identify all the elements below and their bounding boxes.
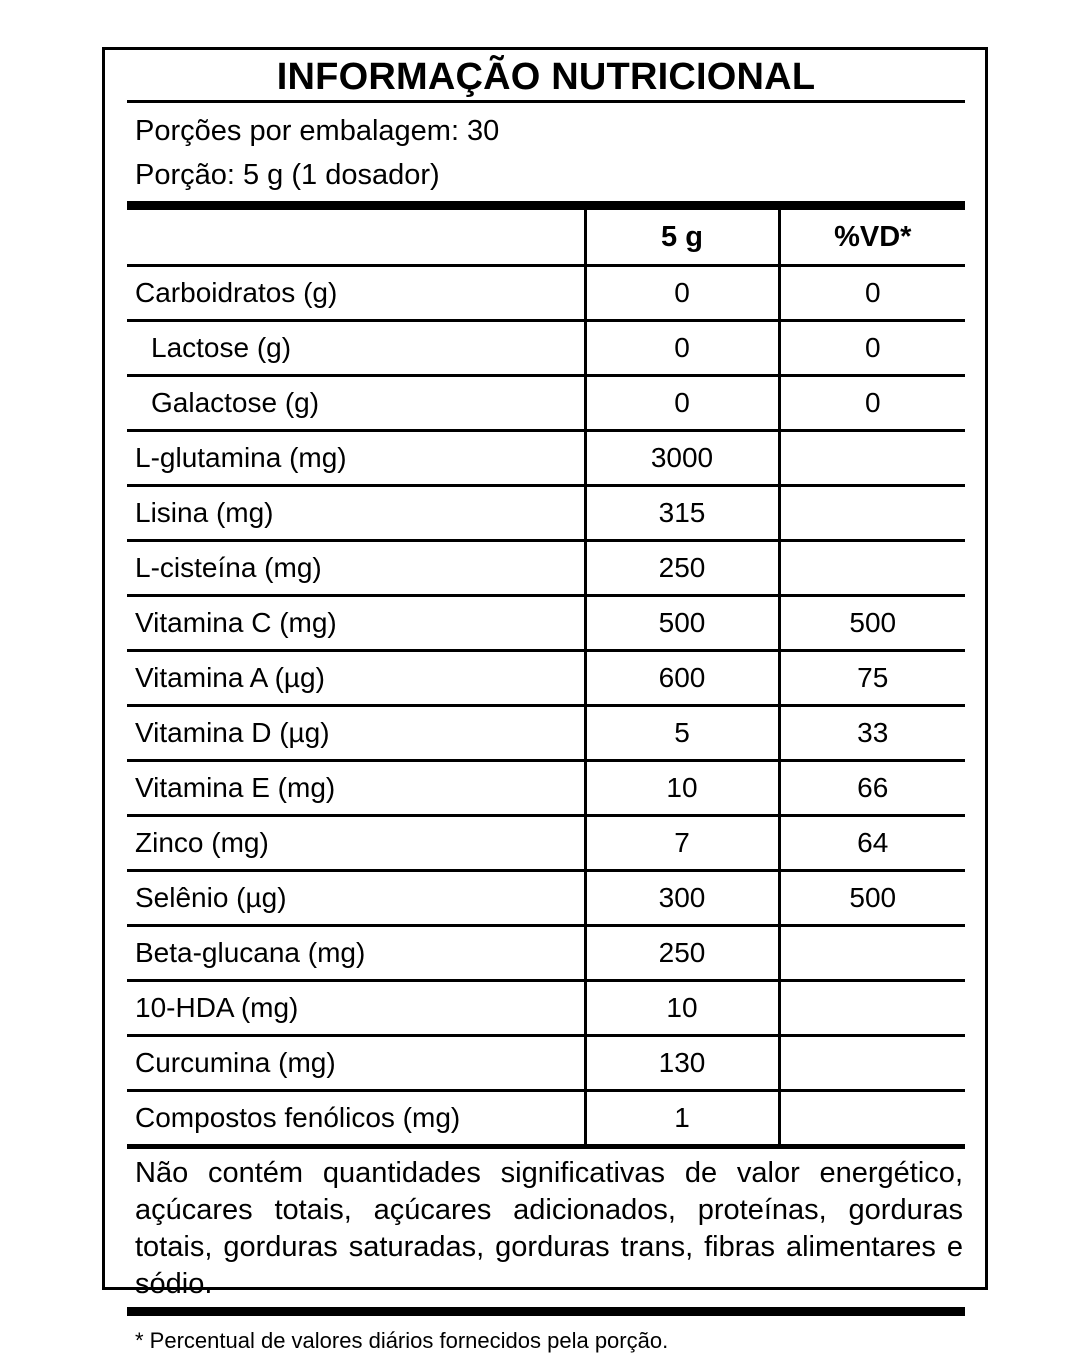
nutrient-name: Vitamina D (µg): [127, 706, 585, 761]
nutrition-table-header: [127, 210, 965, 266]
nutrient-quantity: 10: [585, 761, 779, 816]
nutrient-daily-value: [779, 486, 965, 541]
nutrient-quantity: 500: [585, 596, 779, 651]
nutrient-name: Lactose (g): [127, 321, 585, 376]
nutrient-quantity: 250: [585, 541, 779, 596]
nutrient-daily-value: [779, 981, 965, 1036]
serving-info-block: [127, 103, 965, 201]
nutrient-daily-value: 0: [779, 376, 965, 431]
table-row: [127, 871, 965, 926]
nutrient-name: Zinco (mg): [127, 816, 585, 871]
page-title: INFORMAÇÃO NUTRICIONAL: [276, 56, 816, 98]
nutrient-quantity: 600: [585, 651, 779, 706]
nutrition-facts-inner: [127, 50, 965, 1356]
nutrient-quantity: 7: [585, 816, 779, 871]
table-row: [127, 761, 965, 816]
divider-above-footnote: [127, 1307, 965, 1316]
nutrient-quantity: 1: [585, 1091, 779, 1146]
nutrient-name: Vitamina A (µg): [127, 651, 585, 706]
nutrient-name: L-cisteína (mg): [127, 541, 585, 596]
servings-per-package: Porções por embalagem: 30: [135, 115, 500, 147]
footnote-text: * Percentual de valores diários fornecidos pela porção.: [135, 1328, 669, 1353]
column-header-quantity: 5 g: [585, 210, 779, 266]
nutrient-name: Beta-glucana (mg): [127, 926, 585, 981]
nutrient-name: Compostos fenólicos (mg): [127, 1091, 585, 1146]
table-row: [127, 1091, 965, 1146]
table-header-row: [127, 210, 965, 266]
serving-size: Porção: 5 g (1 dosador): [135, 159, 440, 191]
table-row: [127, 321, 965, 376]
table-row: [127, 266, 965, 321]
nutrient-name: Vitamina E (mg): [127, 761, 585, 816]
nutrient-daily-value: 75: [779, 651, 965, 706]
nutrient-daily-value: 500: [779, 596, 965, 651]
nutrition-facts-panel: [102, 47, 988, 1353]
divider-above-table: [127, 201, 965, 210]
table-row: [127, 926, 965, 981]
table-row: [127, 816, 965, 871]
table-row: [127, 596, 965, 651]
nutrient-daily-value: [779, 431, 965, 486]
nutrient-name: Curcumina (mg): [127, 1036, 585, 1091]
nutrient-quantity: 250: [585, 926, 779, 981]
nutrient-daily-value: [779, 541, 965, 596]
table-row: [127, 431, 965, 486]
disclaimer-text: Não contém quantidades significativas de valor energético, açúcares totais, açúcares adicionados, proteínas, gorduras totais, gorduras saturadas, gorduras trans, fibras alimentares e sódio.: [135, 1157, 963, 1300]
nutrient-daily-value: 33: [779, 706, 965, 761]
nutrient-daily-value: [779, 1091, 965, 1146]
nutrient-quantity: 0: [585, 266, 779, 321]
nutrient-name: Lisina (mg): [127, 486, 585, 541]
nutrient-name: Galactose (g): [127, 376, 585, 431]
table-row: [127, 541, 965, 596]
nutrient-quantity: 130: [585, 1036, 779, 1091]
nutrient-quantity: 315: [585, 486, 779, 541]
nutrient-name: Carboidratos (g): [127, 266, 585, 321]
nutrient-name: L-glutamina (mg): [127, 431, 585, 486]
table-row: [127, 1036, 965, 1091]
column-header-daily-value: %VD*: [779, 210, 965, 266]
table-row: [127, 706, 965, 761]
nutrient-daily-value: [779, 1036, 965, 1091]
table-row: [127, 376, 965, 431]
nutrient-name: 10-HDA (mg): [127, 981, 585, 1036]
nutrient-name: Vitamina C (mg): [127, 596, 585, 651]
nutrient-daily-value: 0: [779, 266, 965, 321]
nutrient-daily-value: 66: [779, 761, 965, 816]
nutrient-daily-value: 64: [779, 816, 965, 871]
column-header-nutrient: [127, 210, 585, 266]
nutrient-daily-value: 500: [779, 871, 965, 926]
nutrition-table: [127, 210, 965, 1147]
nutrient-quantity: 300: [585, 871, 779, 926]
nutrient-quantity: 5: [585, 706, 779, 761]
nutrient-quantity: 10: [585, 981, 779, 1036]
nutrient-quantity: 0: [585, 376, 779, 431]
nutrient-daily-value: 0: [779, 321, 965, 376]
table-row: [127, 651, 965, 706]
nutrient-name: Selênio (µg): [127, 871, 585, 926]
nutrient-quantity: 0: [585, 321, 779, 376]
nutrition-table-body: [127, 266, 965, 1146]
table-row: [127, 981, 965, 1036]
nutrient-daily-value: [779, 926, 965, 981]
nutrient-quantity: 3000: [585, 431, 779, 486]
table-row: [127, 486, 965, 541]
